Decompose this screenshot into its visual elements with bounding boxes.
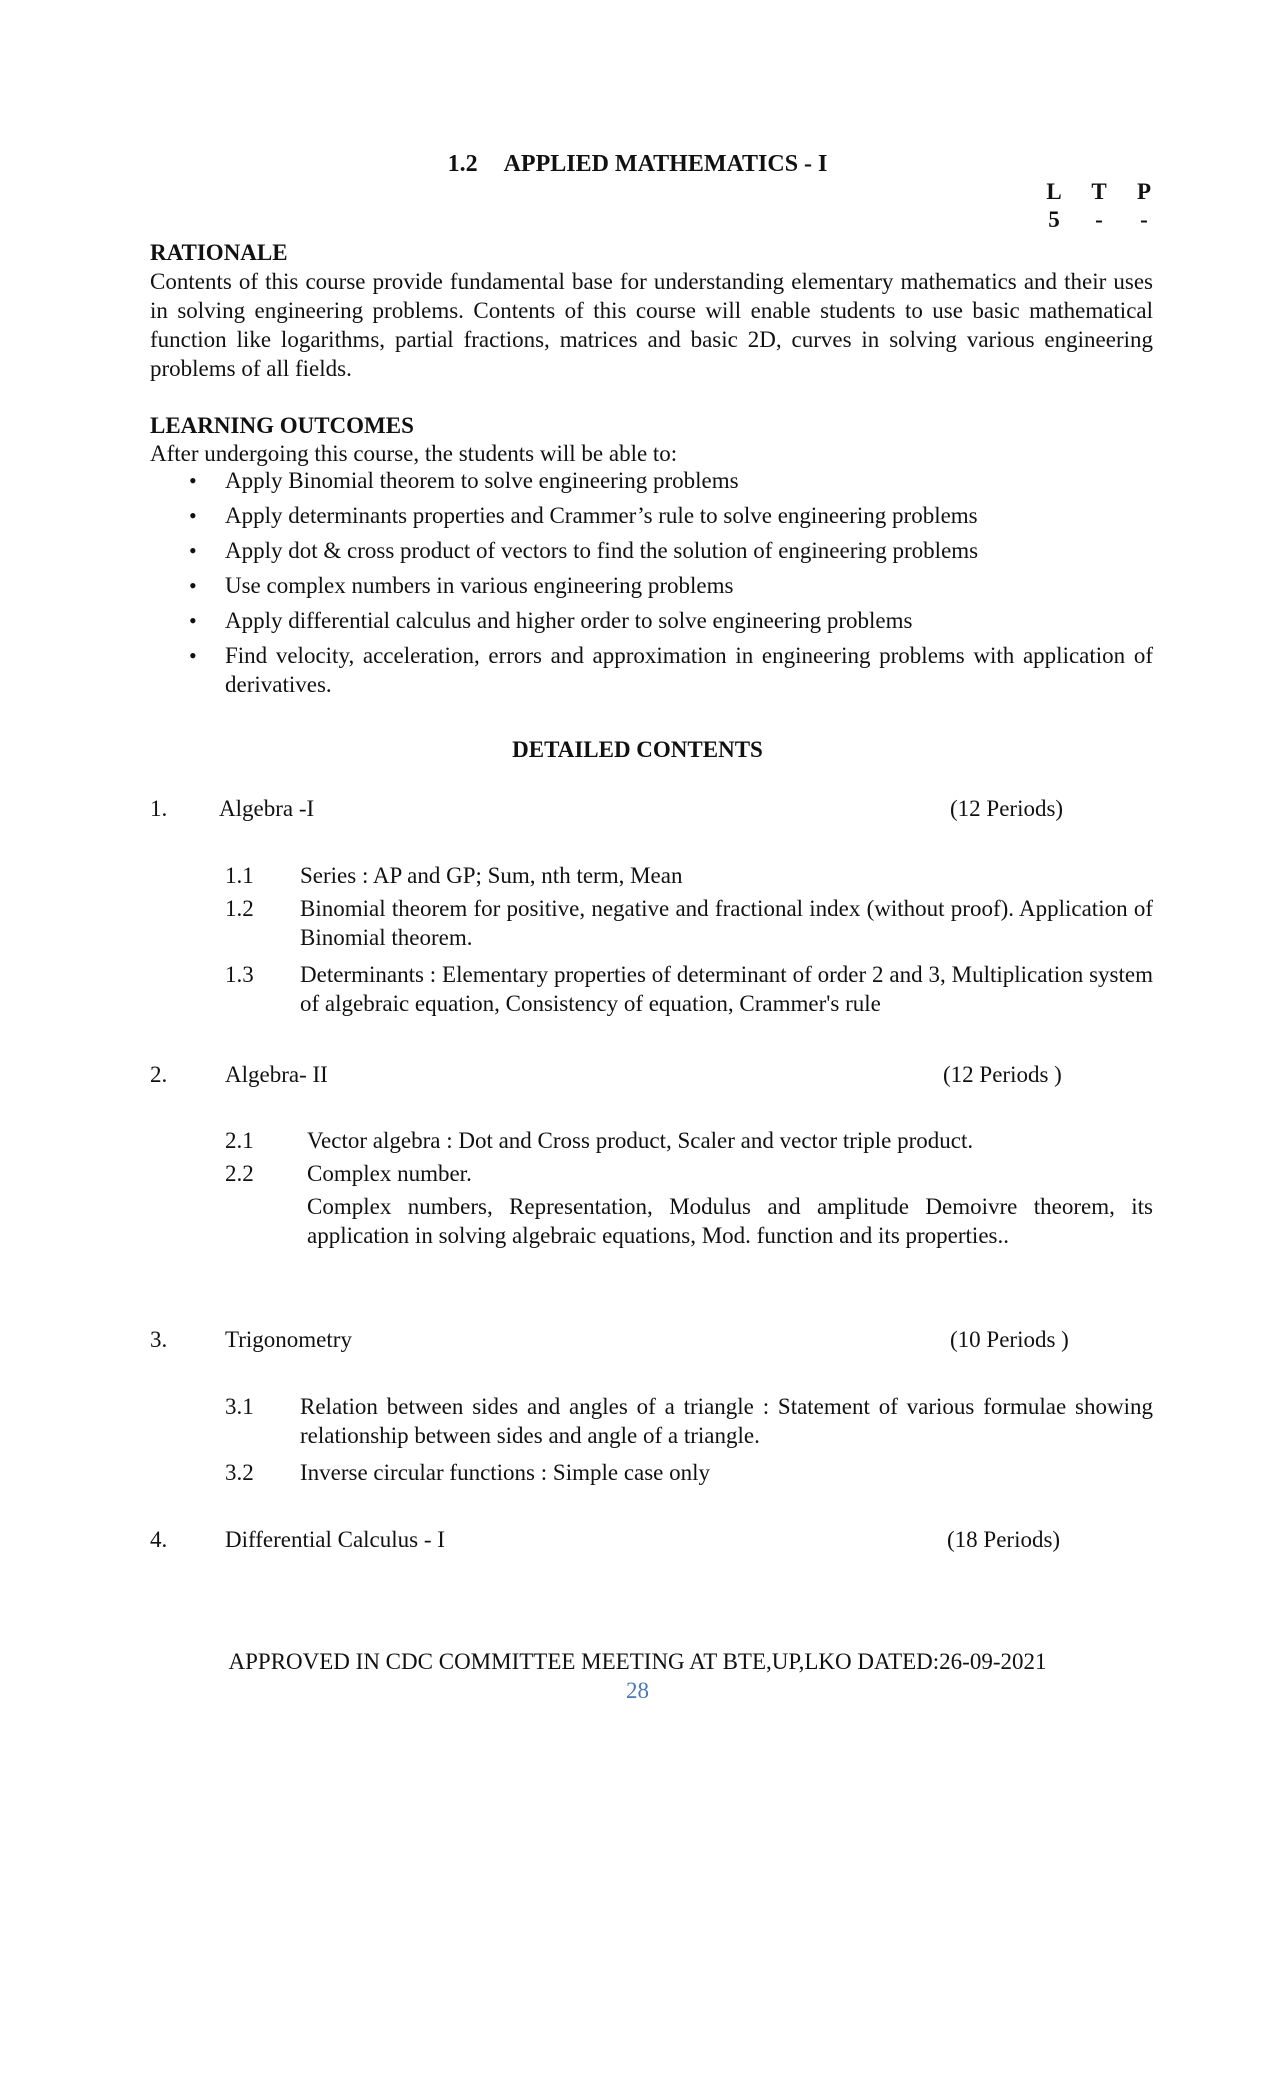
course-number: 1.2 [447,151,478,177]
subtopic-2-2 [225,1159,1153,1250]
learning-outcomes-heading: LEARNING OUTCOMES [150,413,414,438]
subtopic-number: 3.2 [225,1460,254,1485]
section-number: 3. [150,1327,168,1352]
ltp-value-t: - [1095,207,1103,232]
subtopic-number: 1.3 [225,962,254,987]
ltp-values [1040,206,1158,234]
ltp-headers [1040,178,1158,206]
subtopic-text: Vector algebra : Dot and Cross product, Scaler and vector triple product. [307,1128,974,1153]
outcome-item: • Apply determinants properties and Crammer’s rule to solve engineering problems [185,501,1153,530]
subtopic-1-1 [225,861,1153,890]
subtopic-text: Binomial theorem for positive, negative and fractional index (without proof). Application of Binomial theorem. [300,896,1153,950]
subtopic-detail: Complex numbers, Representation, Modulus and amplitude Demoivre theorem, its application in solving algebraic equations, Mod. function and its properties.. [307,1194,1153,1248]
outcome-item: • Apply differential calculus and higher order to solve engineering problems [185,606,1153,635]
rationale-heading: RATIONALE [150,240,288,265]
subtopic-number: 2.2 [225,1161,254,1186]
subtopic-text: Series : AP and GP; Sum, nth term, Mean [300,863,683,888]
course-title [0,150,1275,179]
subtopic-1-3 [225,960,1153,1018]
subtopic-number: 1.2 [225,896,254,921]
ltp-value-p: - [1140,207,1148,232]
subtopic-3-1 [225,1392,1153,1450]
course-name: APPLIED MATHEMATICS - I [503,151,828,177]
section-title: Trigonometry [225,1327,352,1352]
subtopic-text: Inverse circular functions : Simple case only [300,1460,711,1485]
ltp-header-p: P [1136,179,1152,204]
subtopic-number: 2.1 [225,1128,254,1153]
subtopic-1-2 [225,894,1153,952]
learning-outcomes-intro: After undergoing this course, the students will be able to: [150,441,678,466]
section-title: Algebra -I [219,796,315,821]
section-1-header [150,794,1153,824]
subtopic-2-1 [225,1126,1153,1155]
section-periods: (12 Periods ) [943,1062,1062,1087]
section-number: 2. [150,1062,168,1087]
subtopic-number: 3.1 [225,1394,254,1419]
section-number: 1. [150,796,168,821]
section-periods: (12 Periods) [950,796,1064,821]
section-periods: (18 Periods) [947,1527,1061,1552]
section-periods: (10 Periods ) [950,1327,1069,1352]
section-number: 4. [150,1527,168,1552]
ltp-header-l: L [1046,179,1062,204]
subtopic-number: 1.1 [225,863,254,888]
ltp-header-t: T [1091,179,1107,204]
detailed-contents-heading: DETAILED CONTENTS [512,737,763,762]
outcome-item: • Apply dot & cross product of vectors to find the solution of engineering problems [185,536,1153,565]
section-3-header [150,1325,1153,1355]
ltp-table [1040,178,1158,234]
section-title: Algebra- II [225,1062,328,1087]
approval-footer: APPROVED IN CDC COMMITTEE MEETING AT BTE,UP,LKO DATED:26-09-2021 [228,1649,1047,1674]
subtopic-3-2 [225,1458,1153,1487]
outcome-item: • Apply Binomial theorem to solve engineering problems [185,466,1153,495]
outcome-item: • Find velocity, acceleration, errors and approximation in engineering problems with application of derivatives. [185,641,1153,699]
page-number: 28 [626,1678,649,1703]
section-4-header [150,1525,1153,1555]
subtopic-text: Complex number. [307,1161,472,1186]
section-2-header [150,1060,1153,1090]
learning-outcomes-list [185,466,1153,705]
ltp-value-l: 5 [1048,207,1060,232]
subtopic-text: Relation between sides and angles of a triangle : Statement of various formulae showing relationship between sides and angle of a triangle. [300,1394,1153,1448]
rationale-text: Contents of this course provide fundamental base for understanding elementary mathematics and their uses in solving engineering problems. Contents of this course will enable students to use basic mathematical function like logarithms, partial fractions, matrices and basic 2D, curves in solving various engineering problems of all fields. [150,269,1153,381]
subtopic-text: Determinants : Elementary properties of determinant of order 2 and 3, Multiplication system of algebraic equation, Consistency of equation, Crammer's rule [300,962,1153,1016]
section-title: Differential Calculus - I [225,1527,445,1552]
outcome-item: • Use complex numbers in various engineering problems [185,571,1153,600]
